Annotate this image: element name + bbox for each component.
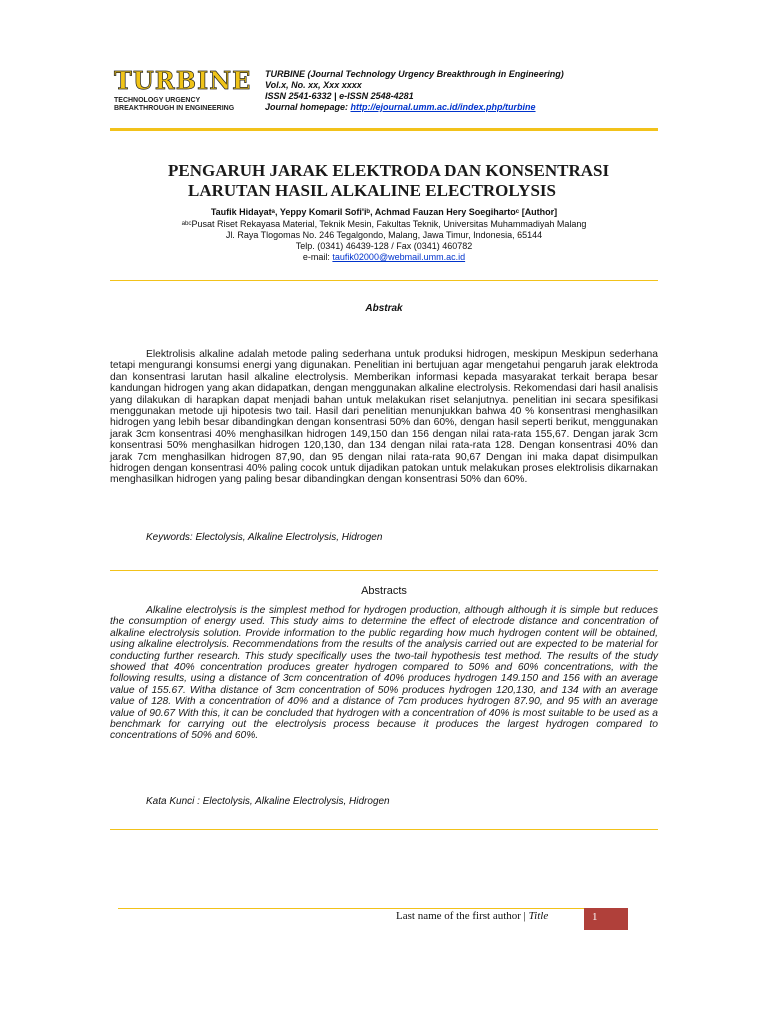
abstracts-keywords: Kata Kunci : Electolysis, Alkaline Electrolysis, Hidrogen [146,796,390,807]
journal-volume: Vol.x, No. xx, Xxx xxxx [265,80,362,90]
email-line [110,252,658,263]
abstrak-keywords: Keywords: Electolysis, Alkaline Electrolysis, Hidrogen [146,532,383,543]
page-number: 1 [584,908,628,930]
journal-logo [114,68,256,112]
journal-name: TURBINE (Journal Technology Urgency Breakthrough in Engineering) [265,69,564,79]
logo-tagline-line2: BREAKTHROUGH IN ENGINEERING [114,104,235,112]
phone-fax: Telp. (0341) 46439-128 / Fax (0341) 460782 [295,241,473,251]
homepage-link[interactable]: http://ejournal.umm.ac.id/index.php/turbine [350,102,536,112]
divider-after-authors [110,280,658,281]
email-link[interactable]: taufik02000@webmail.umm.ac.id [332,252,466,262]
affiliation: ᵃᵇᶜPusat Riset Rekayasa Material, Teknik Mesin, Fakultas Teknik, Universitas Muhammadiyah Malang [181,219,587,229]
author-list: Taufik Hidayatᵃ, Yeppy Komaril Sofi'iᵇ, Achmad Fauzan Hery Soegihartoᶜ [Author] [210,207,558,217]
divider-after-abstrak [110,570,658,571]
logo-tagline-line1: TECHNOLOGY URGENCY [114,97,201,104]
logo-tagline [114,97,256,112]
homepage-label: Journal homepage: [265,102,351,112]
journal-info [265,69,564,113]
running-footer [396,910,548,922]
paper-title [110,161,670,201]
paper-title-line2: LARUTAN HASIL ALKALINE ELECTROLYSIS [188,181,556,200]
divider-after-abstracts [110,829,658,830]
footer-divider [118,908,628,909]
abstrak-body: Elektrolisis alkaline adalah metode paling sederhana untuk produksi hidrogen, meskipun Meskipun sederhana tetapi mengurangi konsumsi energi yang digunakan. Penelitian ini bertujuan agar mengetahui pengaruh jarak elektroda dan konsentrasi larutan hasil alkaline electrolysis. Memberikan informasi kepada masyarakat terkait berapa besar kandungan hidrogen yang akan didapatkan, dengan menggunakan alkaline electrolysis. Rekomendasi dari hasil analisis yang dilakukan di harapkan dapat menjadi bahan untuk melakukan riset selanjutnya. penelitian ini secara spesifikasi menggunakan metode uji hipotesis two tail. Hasil dari penelitian menunjukkan bahwa 40 % konsentrasi menghasilkan hidrogen yang lebih besar dibandingkan dengan konsentrasi 50% dan 60%, dengan hasil seperti berikut, menggunakan jarak 3cm konsentrasi 40% menghasilkan hidrogen 149,150 dan 156 dengan nilai rata-rata 155,67. Dengan jarak 3cm konsentrasi 50% menghasilkan hidrogen 120,130, dan 134 dengan nilai rata-rata 128. Dengan konsentrasi 40% dan jarak 7cm menghasilkan hidrogen 87,90, dan 95 dengan nilai rata-rata 90,67 Dengan ini maka dapat disimpulkan hidrogen dengan konsentrasi 40% paling cocok untuk dijadikan patokan untuk melakukan proses elektrolisis dikarnakan menghasilkan hidrogen yang paling besar dibandingkan dengan konsentrasi 50% dan 60%. [110,349,658,486]
journal-homepage [265,102,564,113]
abstracts-heading: Abstracts [361,585,407,597]
footer-title: Title [528,910,549,922]
email-label: e-mail: [302,252,333,262]
footer-author: Last name of the first author | [396,910,529,922]
address: Jl. Raya Tlogomas No. 246 Tegalgondo, Malang, Jawa Timur, Indonesia, 65144 [225,230,543,240]
paper-title-line1: PENGARUH JARAK ELEKTRODA DAN KONSENTRASI [168,161,610,180]
journal-issn: ISSN 2541-6332 | e-ISSN 2548-4281 [265,91,414,101]
logo-wordmark: TURBINE [114,66,252,95]
abstracts-body: Alkaline electrolysis is the simplest method for hydrogen production, although although it is simple but reduces the consumption of energy used. This study aims to determine the effect of electrode distance and concentration of alkaline electrolysis solution. Provide information to the public regarding how much hydrogen content will be obtained, using alkaline electrolysis. Recommendations from the results of the analysis carried out are expected to be material for conducting further research. This study specifically uses the two-tail hypothesis test method. The results of the study showed that 40% concentration produces greater hydrogen compared to 50% and 60% concentrations, with the following results, using a distance of 3cm concentration of 40% produces hydrogen 149.150 and 156 with an average value of 155.67. Witha distance of 3cm concentration of 50% produces hydrogen 120,130, and 134 with an average value of 128. With a concentration of 40% and a distance of 7cm produces hydrogen 87.90, and 95 with an average value of 90.67 With this, it can be concluded that hydrogen with a concentration of 40% is most suitable to be used as a benchmark for carrying out the electrolysis process because it produces the largest hydrogen compared to concentrations of 50% and 60%. [110,605,658,742]
abstrak-heading: Abstrak [365,303,403,314]
header-divider [110,128,658,131]
